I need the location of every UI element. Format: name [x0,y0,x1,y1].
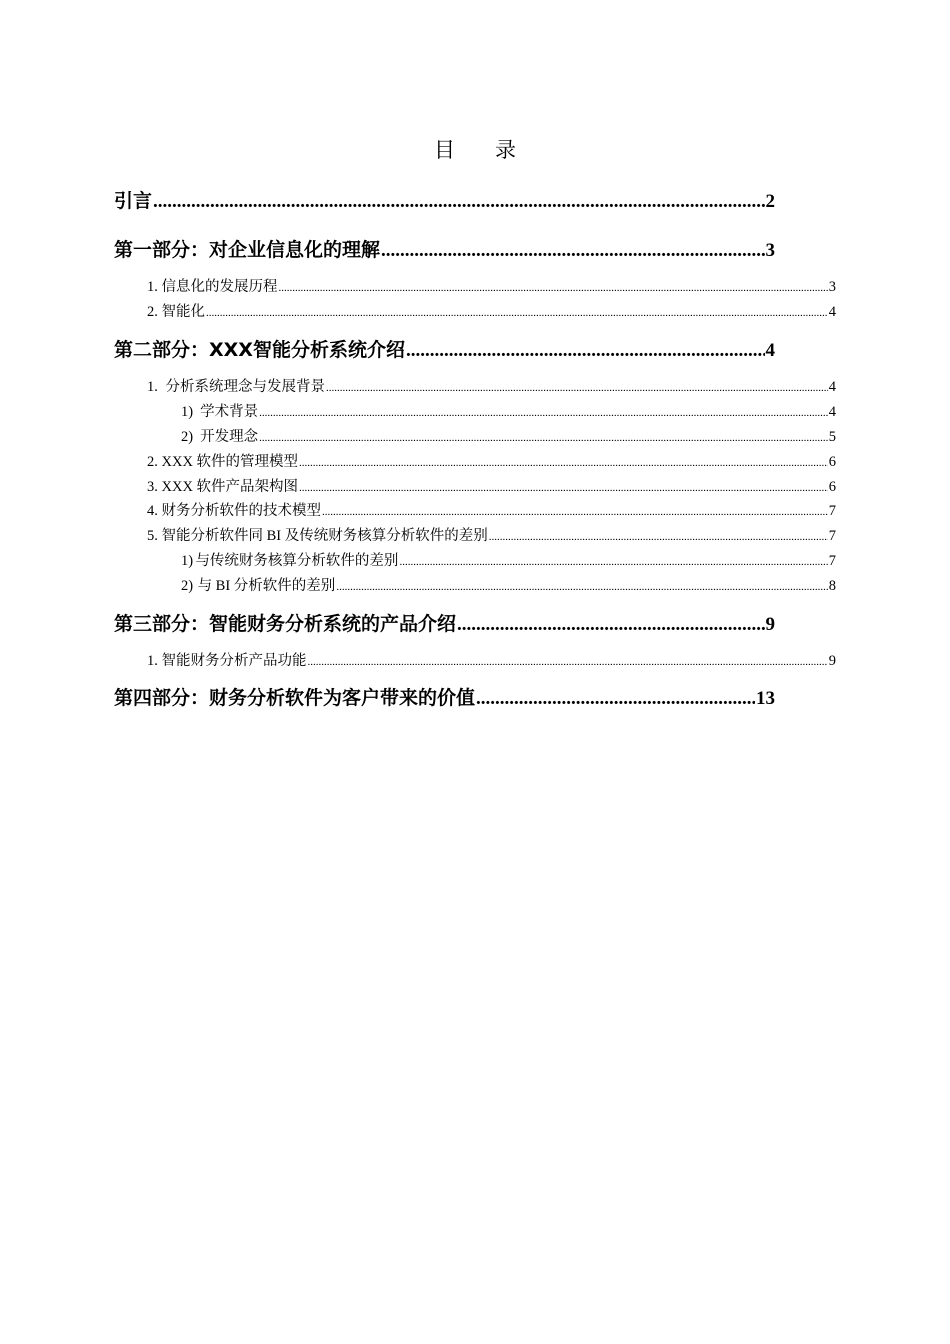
toc-entry-2-5-1[interactable] [181,549,836,571]
toc-entry-part3[interactable] [114,609,775,639]
toc-entry-number: 1. [147,379,158,395]
toc-page-number: 7 [828,553,836,569]
toc-entry-label: 2. XXX 软件的管理模型 [147,454,299,470]
toc-entry-label: 第四部分：财务分析软件为客户带来的价值 [114,687,476,709]
toc-page-number: 4 [765,340,775,361]
toc-leader-dots [299,482,828,494]
toc-entry-intro[interactable] [114,186,775,216]
toc-entry-label: 3. XXX 软件产品架构图 [147,479,299,495]
toc-entry-2-4[interactable] [147,499,836,521]
toc-entry-3-1[interactable] [147,649,836,671]
toc-page-number: 8 [828,578,836,594]
toc-leader-dots [279,282,828,294]
toc-leader-dots [153,191,764,213]
toc-entry-number: 1) [181,553,194,569]
toc-leader-dots [299,457,828,469]
toc-leader-dots [406,340,765,362]
toc-entry-label: 分析系统理念与发展背景 [165,379,325,395]
toc-page-number: 6 [828,454,836,470]
toc-entry-2-1-1[interactable] [181,400,836,422]
toc-page-number: 4 [828,404,836,420]
toc-page-number: 9 [765,614,775,635]
toc-leader-dots [206,307,828,319]
toc-page-number: 3 [828,279,836,295]
toc-entry-label: 与传统财务核算分析软件的差别 [195,553,399,569]
toc-leader-dots [336,581,827,593]
toc-entry-1-2[interactable] [147,300,836,322]
toc-entry-label: 4. 财务分析软件的技术模型 [147,503,321,519]
toc-leader-dots [308,656,828,668]
toc-entry-2-5-2[interactable] [181,574,836,596]
toc-leader-dots [476,688,755,710]
toc-leader-dots [259,407,828,419]
toc-entry-label: 1. 智能财务分析产品功能 [147,653,307,669]
toc-entry-part4[interactable] [114,683,775,713]
toc-entry-2-3[interactable] [147,475,836,497]
toc-page-number: 2 [765,191,775,212]
toc-entry-2-2[interactable] [147,450,836,472]
toc-entry-number: 2) [181,429,194,445]
toc-leader-dots [381,240,764,262]
toc-entry-number: 2) [181,578,194,594]
toc-entry-label: 引言 [114,190,153,212]
toc-entry-label: 开发理念 [200,429,259,445]
toc-leader-dots [489,531,828,543]
toc-page-number: 4 [828,379,836,395]
toc-entry-label: 5. 智能分析软件同 BI 及传统财务核算分析软件的差别 [147,528,488,544]
toc-entry-label: 与 BI 分析软件的差别 [197,578,336,594]
toc-page-number: 9 [828,653,836,669]
toc-entry-2-1[interactable] [147,375,836,397]
toc-leader-dots [326,382,828,394]
toc-leader-dots [322,506,828,518]
toc-page-number: 13 [756,688,775,709]
toc-leader-dots [457,614,764,636]
toc-leader-dots [399,556,827,568]
toc-leader-dots [259,432,828,444]
toc-entry-label: 第一部分：对企业信息化的理解 [114,239,381,261]
toc-entry-label: 学术背景 [200,404,259,420]
toc-title [0,134,950,164]
toc-entry-2-1-2[interactable] [181,425,836,447]
toc-entry-2-5[interactable] [147,524,836,546]
toc-entry-label: 第三部分：智能财务分析系统的产品介绍 [114,613,457,635]
toc-page-number: 5 [828,429,836,445]
toc-page-number: 3 [765,240,775,261]
toc-entry-1-1[interactable] [147,275,836,297]
toc-entry-label: 第二部分：XXX智能分析系统介绍 [114,339,405,361]
toc-entry-part1[interactable] [114,235,775,265]
toc-entry-part2[interactable] [114,335,775,365]
toc-title-left: 目 [434,138,455,162]
toc-entry-label: 2. 智能化 [147,304,205,320]
toc-page-number: 4 [828,304,836,320]
toc-page-number: 6 [828,479,836,495]
toc-title-right: 录 [495,138,516,162]
toc-page-number: 7 [828,503,836,519]
toc-entry-number: 1) [181,404,194,420]
toc-entry-label: 1. 信息化的发展历程 [147,279,278,295]
toc-page-number: 7 [828,528,836,544]
